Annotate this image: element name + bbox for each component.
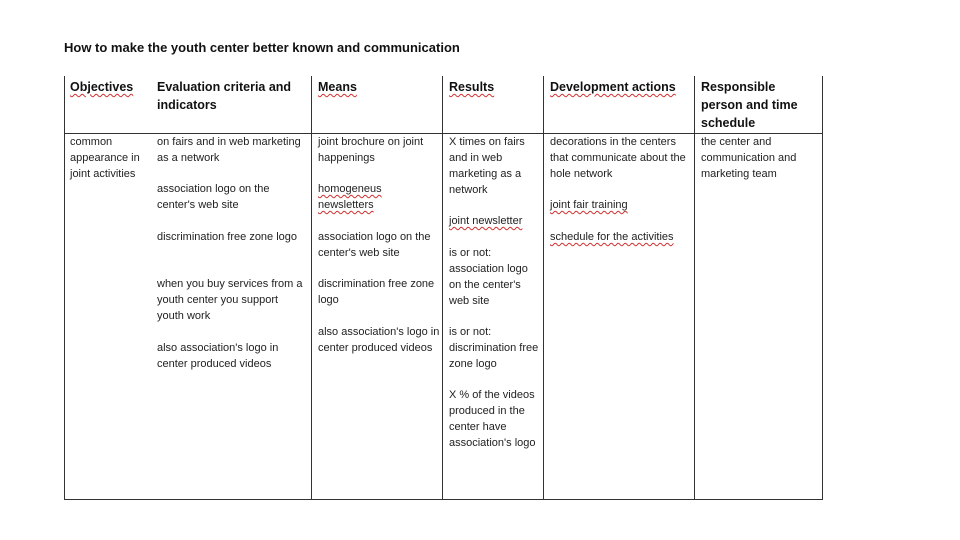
cell-means-5: also association's logo in center produced videos: [318, 326, 440, 354]
cell-responsible-1: the center and communication and marketing team: [701, 136, 797, 180]
header-objectives: Objectives: [70, 80, 134, 94]
cell-means-1: joint brochure on joint happenings: [318, 136, 424, 164]
cell-results-1: X times on fairs and in web marketing as a network: [449, 136, 525, 196]
cell-results-3: is or not: association logo on the center's web site: [449, 247, 528, 307]
table-border-bottom: [64, 499, 823, 500]
cell-development-2: joint fair training: [550, 199, 628, 211]
column-divider-responsible: [694, 76, 695, 500]
cell-results-4: is or not: discrimination free zone logo: [449, 326, 539, 370]
cell-means-3: association logo on the center's web site: [318, 231, 431, 259]
header-evaluation-criteria: Evaluation criteria and indicators: [157, 80, 292, 112]
cell-criteria-3: discrimination free zone logo: [157, 231, 298, 243]
header-results: Results: [449, 80, 495, 94]
cell-objectives-1: common appearance in joint activities: [70, 136, 140, 180]
table-border-left: [64, 76, 65, 500]
cell-criteria-5: also association's logo in center produced videos: [157, 342, 279, 370]
communication-plan-table: [64, 76, 823, 500]
cell-criteria-1: on fairs and in web marketing as a network: [157, 136, 301, 164]
header-responsible-person: Responsible person and time schedule: [701, 80, 798, 130]
column-divider-development: [543, 76, 544, 500]
cell-results-5: X % of the videos produced in the center have association's logo: [449, 389, 536, 449]
page-title: How to make the youth center better known and communication: [64, 40, 460, 55]
column-divider-results: [442, 76, 443, 500]
cell-results-2: joint newsletter: [449, 215, 523, 227]
cell-development-3: schedule for the activities: [550, 231, 674, 243]
header-development-actions: Development actions: [550, 80, 676, 94]
cell-means-2: homogeneus newsletters: [318, 183, 382, 211]
cell-means-4: discrimination free zone logo: [318, 278, 435, 306]
column-divider-means: [311, 76, 312, 500]
table-border-right: [822, 76, 823, 500]
cell-development-1: decorations in the centers that communicate about the hole network: [550, 136, 686, 180]
header-means: Means: [318, 80, 357, 94]
cell-criteria-2: association logo on the center's web site: [157, 183, 270, 211]
cell-criteria-4: when you buy services from a youth center you support youth work: [157, 278, 303, 322]
